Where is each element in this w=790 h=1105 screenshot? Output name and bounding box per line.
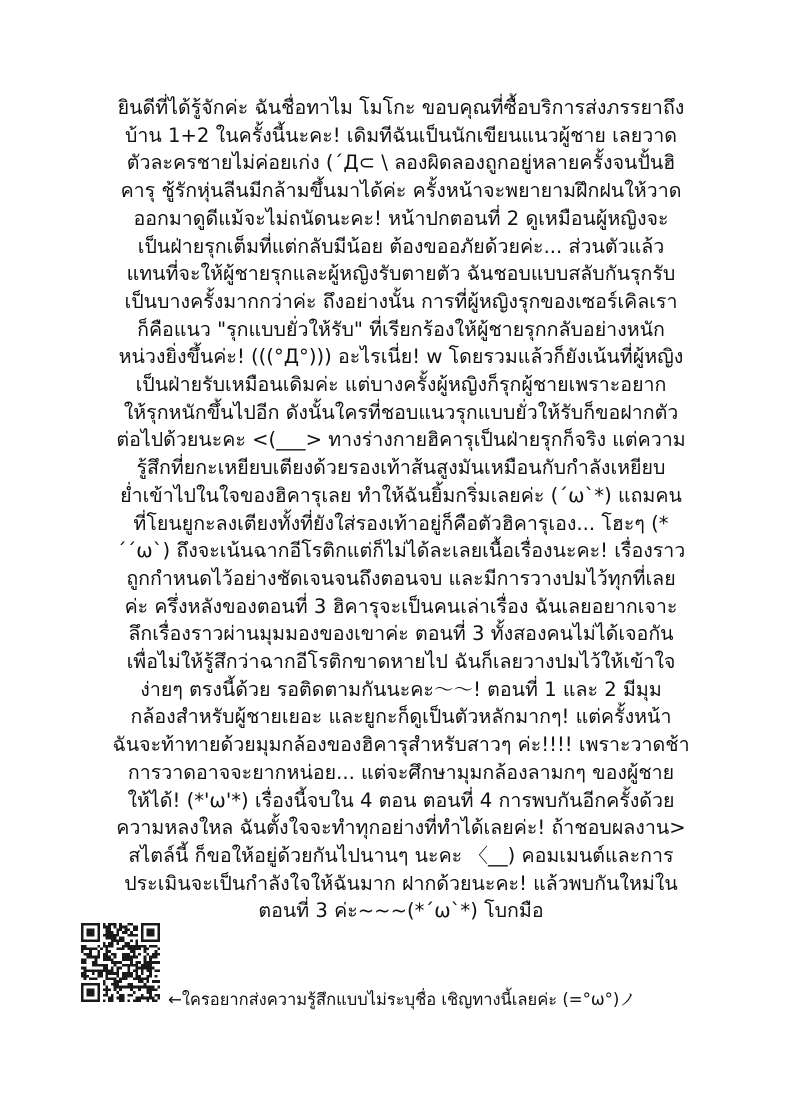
afterword-line: ฉันจะท้าทายด้วยมุมกล้องของฮิคารุสำหรับสาวๆ ค่ะ!!!! เพราะวาดช้า	[112, 733, 690, 757]
afterword-line: ความหลงใหล ฉันตั้งใจจะทำทุกอย่างที่ทำได้เลยค่ะ! ถ้าชอบผลงาน>	[116, 816, 686, 840]
qr-finder-pattern	[81, 983, 100, 1002]
afterword-text	[66, 94, 736, 925]
afterword-line: ง่ายๆ ตรงนี้ด้วย รอติดตามกันนะคะ〜〜! ตอนที่ 1 และ 2 มีมุม	[140, 677, 662, 701]
afterword-line: แทนที่จะให้ผู้ชายรุกและผู้หญิงรับตายตัว ฉันชอบแบบสลับกันรุกรับ	[126, 262, 676, 286]
afterword-line: ลึกเรื่องราวผ่านมุมมองของเขาค่ะ ตอนที่ 3 ทั้งสองคนไม่ได้เจอกัน	[128, 622, 674, 646]
afterword-line: ตัวละครชายไม่ค่อยเก่ง (´Д⊂ \ ลองผิดลองถูกอยู่หลายครั้งจนปั้นฮิ	[126, 151, 676, 175]
qr-code-icon	[81, 923, 160, 1002]
afterword-line: การวาดอาจจะยากหน่อย... แต่จะศึกษามุมกล้องลามกๆ ของผู้ชาย	[127, 760, 675, 784]
afterword-line: ต่อไปด้วยนะคะ <(___> ทางร่างกายฮิคารุเป็นฝ่ายรุกก็จริง แต่ความ	[116, 428, 686, 452]
afterword-line: เพื่อไม่ให้รู้สึกว่าฉากอีโรติกขาดหายไป ฉันก็เลยวางปมไว้ให้เข้าใจ	[126, 650, 676, 674]
afterword-line: คารุ ชู้รักหุ่นลีนมีกล้ามขึ้นมาได้ค่ะ ครั้งหน้าจะพยายามฝึกฝนให้วาด	[120, 179, 682, 203]
qr-finder-pattern	[141, 923, 160, 942]
afterword-line: ให้ได้! (*'ω'*) เรื่องนี้จบใน 4 ตอน ตอนที่ 4 การพบกันอีกครั้งด้วย	[127, 788, 675, 812]
qr-finder-pattern	[81, 923, 100, 942]
afterword-line: ที่โยนยูกะลงเตียงทั้งที่ยังใส่รองเท้าอยู่ก็คือตัวฮิคารุเอง... โฮะๆ (*	[133, 511, 669, 535]
afterword-line: กล้องสำหรับผู้ชายเยอะ และยูกะก็ดูเป็นตัวหลักมากๆ! แต่ครั้งหน้า	[130, 705, 672, 729]
afterword-line: ยินดีที่ได้รู้จักค่ะ ฉันชื่อทาไม โมโกะ ขอบคุณที่ซื้อบริการส่งภรรยาถึง	[117, 96, 685, 119]
afterword-line: ค่ะ ครึ่งหลังของตอนที่ 3 ฮิคารุจะเป็นคนเล่าเรื่อง ฉันเลยอยากเจาะ	[124, 594, 678, 618]
afterword-line: ตอนที่ 3 ค่ะ~~~(*´ω`*) โบกมือ	[258, 899, 544, 923]
afterword-line: ถูกกำหนดไว้อย่างชัดเจนจนถึงตอนจบ และมีการวางปมไว้ทุกที่เลย	[126, 566, 676, 590]
afterword-line: หน่วงยิ่งขึ้นค่ะ! (((°Д°))) อะไรเนี่ย! w โดยรวมแล้วก็ยังเน้นที่ผู้หญิง	[118, 345, 684, 369]
afterword-line: ก็คือแนว "รุกแบบยั่วให้รับ" ที่เรียกร้องให้ผู้ชายรุกกลับอย่างหนัก	[137, 317, 665, 341]
afterword-line: ให้รุกหนักขึ้นไปอีก ดังนั้นใครที่ชอบแนวรุกแบบยั่วให้รับก็ขอฝากตัว	[123, 400, 679, 424]
afterword-line: เป็นฝ่ายรุกเต็มที่แต่กลับมีน้อย ต้องขออภัยด้วยค่ะ... ส่วนตัวแล้ว	[137, 234, 665, 258]
afterword-line: ประเมินจะเป็นกำลังใจให้ฉันมาก ฝากด้วยนะคะ! แล้วพบกันใหม่ใน	[124, 871, 678, 895]
anonymous-feedback-note: ←ใครอยากส่งความรู้สึกแบบไม่ระบุชื่อ เชิญทางนี้เลยค่ะ (=°ω°)ノ	[168, 990, 636, 1009]
afterword-line: สไตล์นี้ ก็ขอให้อยู่ด้วยกันไปนานๆ นะคะ 〈__) คอมเมนต์และการ	[128, 843, 674, 867]
afterword-line: ´´ω`) ถึงจะเน้นฉากอีโรติกแต่ก็ไม่ได้ละเลยเนื้อเรื่องนะคะ! เรื่องราว	[116, 539, 686, 563]
afterword-line: ออกมาดูดีแม้จะไม่ถนัดนะคะ! หน้าปกตอนที่ 2 ดูเหมือนผู้หญิงจะ	[133, 206, 669, 230]
afterword-line: เป็นบางครั้งมากกว่าค่ะ ถึงอย่างนั้น การที่ผู้หญิงรุกของเซอร์เคิลเรา	[124, 289, 678, 313]
afterword-line: รู้สึกที่ยกะเหยียบเตียงด้วยรองเท้าส้นสูงมันเหมือนกับกำลังเหยียบ	[136, 456, 666, 480]
afterword-line: บ้าน 1+2 ในครั้งนี้นะคะ! เดิมทีฉันเป็นนักเขียนแนวผู้ชาย เลยวาด	[124, 123, 677, 147]
afterword-line: ย่ำเข้าไปในใจของฮิคารุเลย ทำให้ฉันยิ้มกริ่มเลยค่ะ (´ω`*) แถมคน	[120, 483, 682, 507]
afterword-line: เป็นฝ่ายรับเหมือนเดิมค่ะ แต่บางครั้งผู้หญิงก็รุกผู้ชายเพราะอยาก	[135, 373, 667, 397]
qr-code[interactable]	[81, 923, 160, 1002]
